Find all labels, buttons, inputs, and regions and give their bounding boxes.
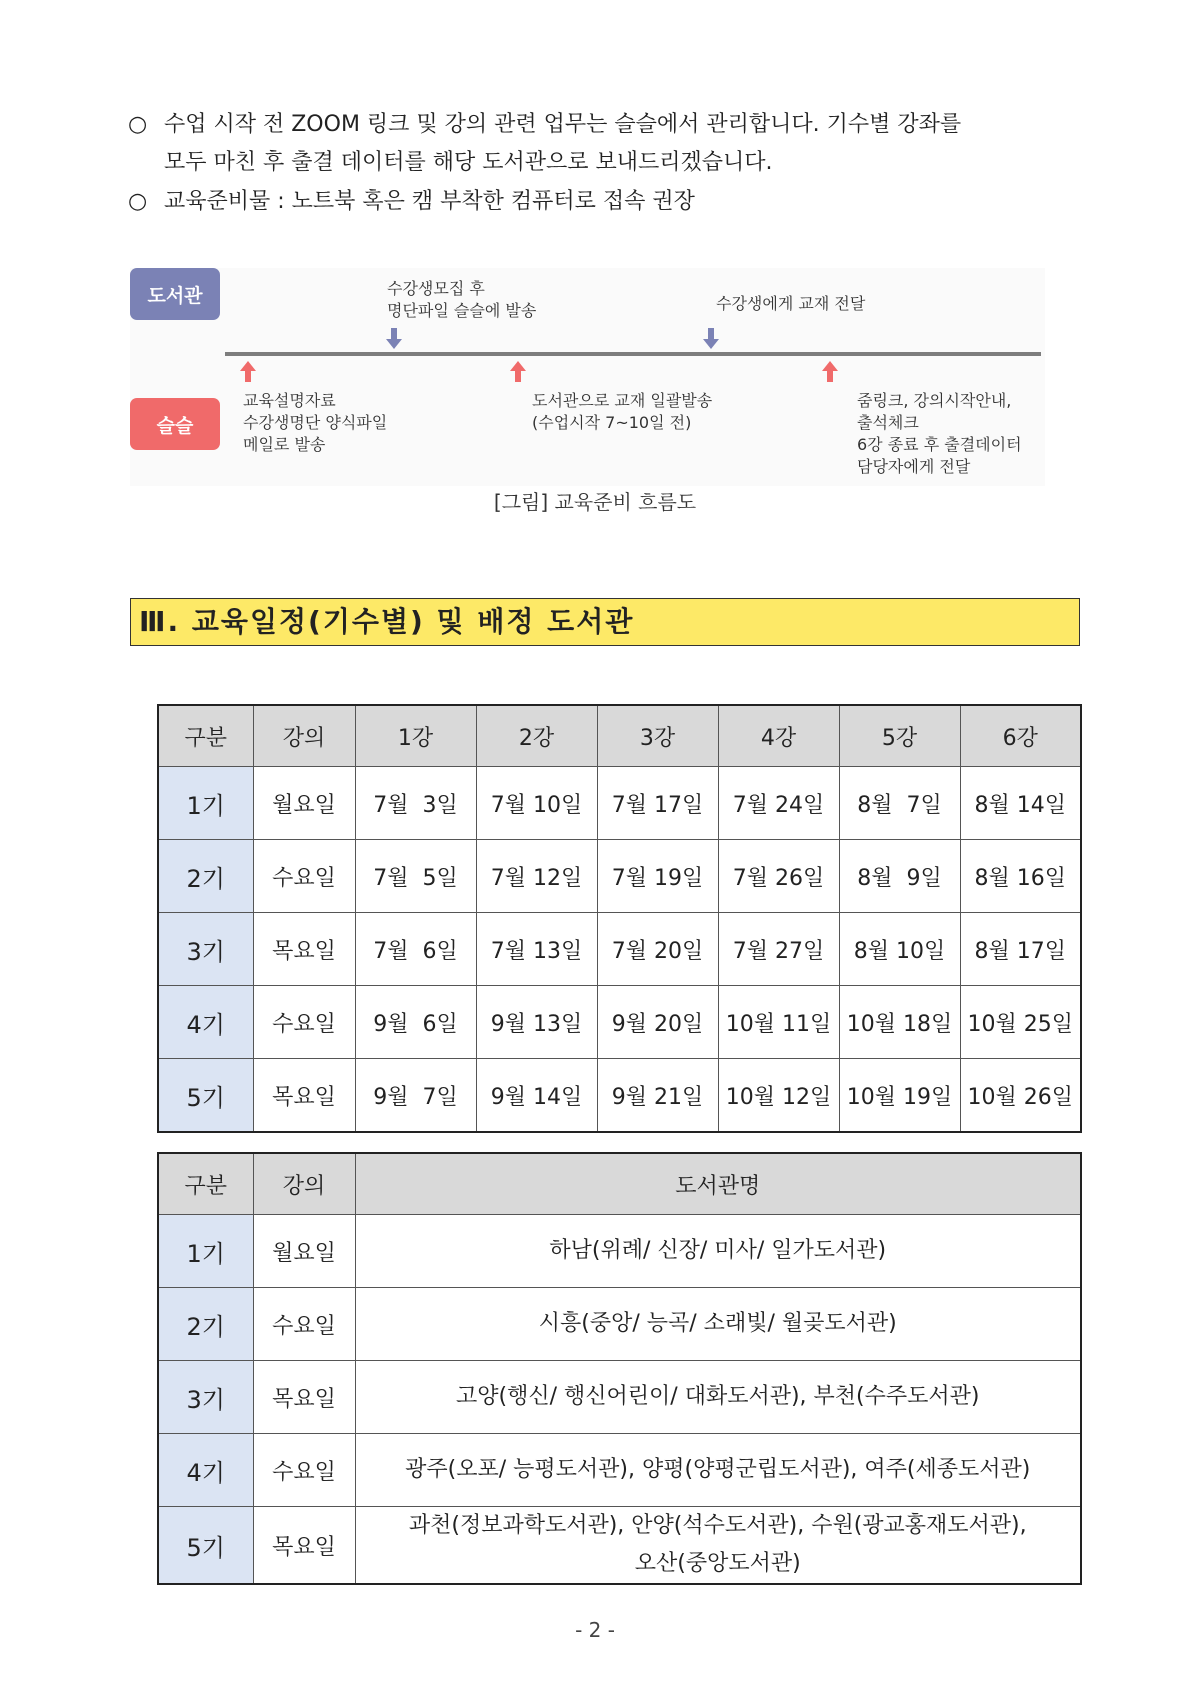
weekday-cell: 목요일 xyxy=(253,1361,355,1434)
down-arrow-icon xyxy=(385,328,403,350)
education-prep-flow-diagram xyxy=(130,268,1045,486)
schedule-row xyxy=(158,840,1081,913)
weekday-cell: 목요일 xyxy=(253,913,355,986)
lecture-date-cell: 7월 13일 xyxy=(476,913,597,986)
lecture-date-cell: 7월 24일 xyxy=(718,767,839,840)
cohort-cell: 4기 xyxy=(158,986,253,1059)
header-cell: 1강 xyxy=(355,705,476,767)
weekday-cell: 수요일 xyxy=(253,1434,355,1507)
lecture-date-cell: 7월 3일 xyxy=(355,767,476,840)
library-row xyxy=(158,1215,1081,1288)
section-title: Ⅲ. 교육일정(기수별) 및 배정 도서관 xyxy=(130,598,1080,646)
lecture-date-cell: 10월 18일 xyxy=(839,986,960,1059)
timeline-line xyxy=(225,352,1041,356)
library-names-cell: 광주(오포/ 능평도서관), 양평(양평군립도서관), 여주(세종도서관) xyxy=(355,1434,1081,1507)
lecture-date-cell: 7월 12일 xyxy=(476,840,597,913)
circle-bullet-icon: ○ xyxy=(128,189,148,214)
up-arrow-icon xyxy=(239,360,257,382)
lecture-date-cell: 7월 17일 xyxy=(597,767,718,840)
header-cell: 구분 xyxy=(158,705,253,767)
header-cell: 4강 xyxy=(718,705,839,767)
header-cell: 도서관명 xyxy=(355,1153,1081,1215)
up-arrow-icon xyxy=(509,360,527,382)
lecture-date-cell: 8월 10일 xyxy=(839,913,960,986)
lecture-date-cell: 9월 20일 xyxy=(597,986,718,1059)
lecture-date-cell: 7월 26일 xyxy=(718,840,839,913)
lecture-date-cell: 8월 17일 xyxy=(960,913,1081,986)
bullet-materials-text: 교육준비물 : 노트북 혹은 캠 부착한 컴퓨터로 접속 권장 xyxy=(164,189,695,214)
lecture-date-cell: 7월 20일 xyxy=(597,913,718,986)
flow-note-recruit: 수강생모집 후 명단파일 슬슬에 발송 xyxy=(387,279,537,320)
figure-caption: [그림] 교육준비 흐름도 xyxy=(493,490,697,514)
lecture-date-cell: 9월 21일 xyxy=(597,1059,718,1133)
cohort-cell: 5기 xyxy=(158,1507,253,1585)
library-table xyxy=(157,1152,1082,1585)
down-arrow-icon xyxy=(702,328,720,350)
up-arrow-icon xyxy=(821,360,839,382)
lecture-date-cell: 7월 5일 xyxy=(355,840,476,913)
schedule-row xyxy=(158,767,1081,840)
lecture-date-cell: 10월 12일 xyxy=(718,1059,839,1133)
weekday-cell: 수요일 xyxy=(253,1288,355,1361)
lecture-date-cell: 8월 7일 xyxy=(839,767,960,840)
library-header-row xyxy=(158,1153,1081,1215)
sesul-tag: 슬슬 xyxy=(130,398,220,450)
weekday-cell: 목요일 xyxy=(253,1507,355,1585)
schedule-row xyxy=(158,1059,1081,1133)
lecture-date-cell: 7월 19일 xyxy=(597,840,718,913)
library-tag: 도서관 xyxy=(130,268,220,320)
cohort-cell: 2기 xyxy=(158,840,253,913)
schedule-header-row xyxy=(158,705,1081,767)
cohort-cell: 5기 xyxy=(158,1059,253,1133)
lecture-date-cell: 8월 9일 xyxy=(839,840,960,913)
flow-note-deliver-books: 수강생에게 교재 전달 xyxy=(716,294,866,313)
schedule-row xyxy=(158,913,1081,986)
header-cell: 강의 xyxy=(253,1153,355,1215)
header-cell: 강의 xyxy=(253,705,355,767)
lecture-date-cell: 10월 26일 xyxy=(960,1059,1081,1133)
page-number: - 2 - xyxy=(575,1618,615,1642)
library-names-cell: 하남(위례/ 신장/ 미사/ 일가도서관) xyxy=(355,1215,1081,1288)
cohort-cell: 3기 xyxy=(158,913,253,986)
circle-bullet-icon: ○ xyxy=(128,112,148,137)
header-cell: 5강 xyxy=(839,705,960,767)
library-row xyxy=(158,1434,1081,1507)
lecture-date-cell: 9월 6일 xyxy=(355,986,476,1059)
library-row xyxy=(158,1507,1081,1585)
flow-note-materials: 교육설명자료 수강생명단 양식파일 메일로 발송 xyxy=(243,391,388,454)
cohort-cell: 1기 xyxy=(158,767,253,840)
lecture-date-cell: 8월 16일 xyxy=(960,840,1081,913)
schedule-table xyxy=(157,704,1082,1133)
header-cell: 구분 xyxy=(158,1153,253,1215)
header-cell: 6강 xyxy=(960,705,1081,767)
cohort-cell: 3기 xyxy=(158,1361,253,1434)
lecture-date-cell: 9월 14일 xyxy=(476,1059,597,1133)
lecture-date-cell: 8월 14일 xyxy=(960,767,1081,840)
library-row xyxy=(158,1288,1081,1361)
cohort-cell: 4기 xyxy=(158,1434,253,1507)
weekday-cell: 수요일 xyxy=(253,840,355,913)
cohort-cell: 2기 xyxy=(158,1288,253,1361)
lecture-date-cell: 10월 25일 xyxy=(960,986,1081,1059)
lecture-date-cell: 10월 11일 xyxy=(718,986,839,1059)
header-cell: 2강 xyxy=(476,705,597,767)
lecture-date-cell: 7월 10일 xyxy=(476,767,597,840)
library-names-cell: 과천(정보과학도서관), 안양(석수도서관), 수원(광교홍재도서관), 오산(중앙도서관) xyxy=(355,1507,1081,1585)
library-names-cell: 고양(행신/ 행신어린이/ 대화도서관), 부천(수주도서관) xyxy=(355,1361,1081,1434)
weekday-cell: 수요일 xyxy=(253,986,355,1059)
lecture-date-cell: 9월 13일 xyxy=(476,986,597,1059)
lecture-date-cell: 10월 19일 xyxy=(839,1059,960,1133)
cohort-cell: 1기 xyxy=(158,1215,253,1288)
bullet-zoom-line1: 수업 시작 전 ZOOM 링크 및 강의 관련 업무는 슬슬에서 관리합니다. 기수별 강좌를 xyxy=(164,112,962,137)
flow-note-zoom: 줌링크, 강의시작안내, 출석체크 6강 종료 후 출결데이터 담당자에게 전달 xyxy=(857,391,1022,476)
lecture-date-cell: 7월 6일 xyxy=(355,913,476,986)
lecture-date-cell: 9월 7일 xyxy=(355,1059,476,1133)
flow-note-ship-books: 도서관으로 교재 일괄발송 (수업시작 7~10일 전) xyxy=(532,391,713,432)
library-row xyxy=(158,1361,1081,1434)
header-cell: 3강 xyxy=(597,705,718,767)
weekday-cell: 목요일 xyxy=(253,1059,355,1133)
schedule-row xyxy=(158,986,1081,1059)
lecture-date-cell: 7월 27일 xyxy=(718,913,839,986)
weekday-cell: 월요일 xyxy=(253,767,355,840)
weekday-cell: 월요일 xyxy=(253,1215,355,1288)
bullet-zoom-line2: 모두 마친 후 출결 데이터를 해당 도서관으로 보내드리겠습니다. xyxy=(164,150,773,175)
library-names-cell: 시흥(중앙/ 능곡/ 소래빛/ 월곶도서관) xyxy=(355,1288,1081,1361)
